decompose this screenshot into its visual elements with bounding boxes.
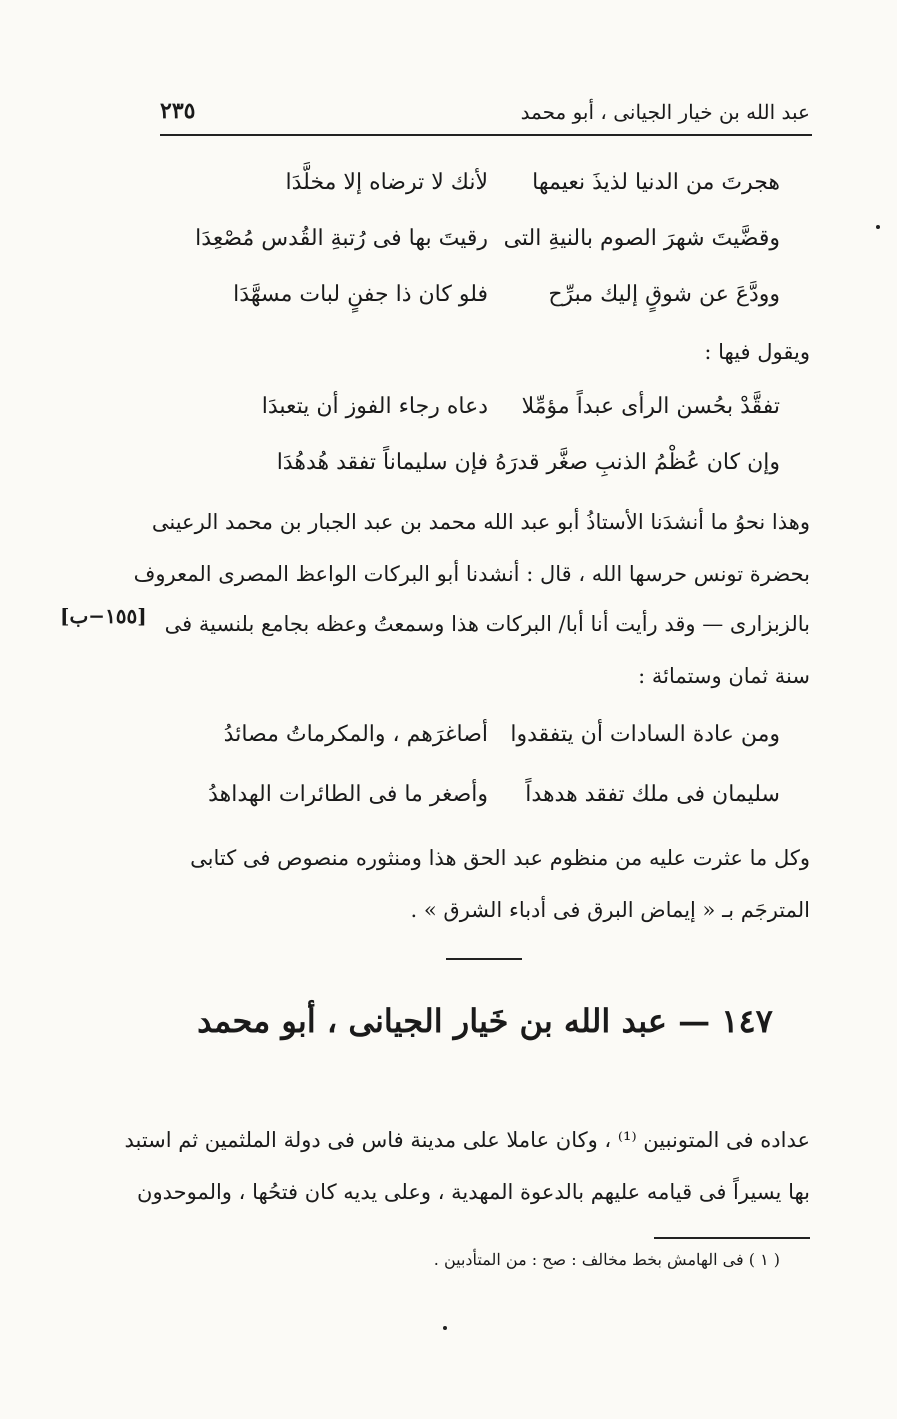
paragraph-line: وهذا نحوُ ما أنشدَنا الأستاذُ أبو عبد الله محمد بن عبد الجبار بن محمد الرعينى xyxy=(151,510,810,534)
paragraph-line: سنة ثمان وستمائة : xyxy=(638,664,810,688)
verse-line xyxy=(160,218,810,264)
verse-hemistich-first: وودَّعَ عن شوقٍ إليك مبرِّح xyxy=(548,282,780,307)
verse-hemistich-first: وإن كان عُظْمُ الذنبِ صغَّر قدرَهُ xyxy=(495,450,780,475)
header-rule xyxy=(160,134,812,136)
page-speck xyxy=(876,225,880,229)
verse-line xyxy=(160,714,810,760)
biography-heading: ١٤٧ — عبد الله بن خَيار الجيانى ، أبو محمد xyxy=(197,1002,773,1040)
verse-line xyxy=(160,442,810,488)
verse-hemistich-second: دعاه رجاء الفوز أن يتعبدَا xyxy=(261,394,488,419)
paragraph-line: عداده فى المتونبين ⁽¹⁾ ، وكان عاملا على مدينة فاس فى دولة الملثمين ثم استبد xyxy=(124,1128,810,1152)
verse-hemistich-second: رقيتَ بها فى رُتبةِ القُدس مُصْعِدَا xyxy=(195,226,488,251)
verse-hemistich-first: سليمان فى ملك تفقد هدهداً xyxy=(525,782,780,807)
footnote-rule xyxy=(654,1237,810,1239)
verse-hemistich-first: هجرتَ من الدنيا لذيذَ نعيمها xyxy=(532,170,780,195)
verse-hemistich-first: وقضَّيتَ شهرَ الصوم بالنيةِ التى xyxy=(503,226,780,251)
verse-hemistich-second: أصاغرَهم ، والمكرماتُ مصائدُ xyxy=(223,722,488,747)
verse-hemistich-second: وأصغر ما فى الطائرات الهداهدُ xyxy=(208,782,488,807)
verse-line xyxy=(160,774,810,820)
verse-hemistich-first: تفقَّدْ بحُسن الرأى عبداً مؤمِّلا xyxy=(521,394,780,419)
verse-line xyxy=(160,162,810,208)
section-divider xyxy=(446,958,522,960)
verse-hemistich-second: فلو كان ذا جفنٍ لبات مسهَّدَا xyxy=(233,282,488,307)
paragraph-line: بها يسيراً فى قيامه عليهم بالدعوة المهدية ، وعلى يديه كان فتحُها ، والموحدون xyxy=(137,1180,810,1204)
intro-line: ويقول فيها : xyxy=(704,340,810,364)
paragraph-line: المترجَم بـ « إيماض البرق فى أدباء الشرق » . xyxy=(410,898,810,922)
folio-marker: [١٥٥−ب] xyxy=(60,604,147,628)
verse-line xyxy=(160,386,810,432)
paragraph-line: بالزبزارى — وقد رأيت أنا أبا/ البركات هذا وسمعتُ وعظه بجامع بلنسية فى xyxy=(164,612,810,636)
page-number: ٢٣٥ xyxy=(160,98,196,124)
verse-hemistich-second: فإن سليماناً تفقد هُدهُدَا xyxy=(276,450,488,475)
paragraph-line: بحضرة تونس حرسها الله ، قال : أنشدنا أبو البركات الواعظ المصرى المعروف xyxy=(133,562,810,586)
verse-hemistich-first: ومن عادة السادات أن يتفقدوا xyxy=(510,722,780,747)
paragraph-line: وكل ما عثرت عليه من منظوم عبد الحق هذا ومنثوره منصوص فى كتابى xyxy=(190,846,810,870)
running-title: عبد الله بن خيار الجيانى ، أبو محمد xyxy=(520,100,810,124)
verse-line xyxy=(160,274,810,320)
footnote: ( ١ ) فى الهامش بخط مخالف : صح : من المتأدبين . xyxy=(433,1250,780,1269)
verse-hemistich-second: لأنك لا ترضاه إلا مخلَّدَا xyxy=(285,170,488,195)
page-header xyxy=(160,92,810,132)
page-speck xyxy=(443,1326,447,1330)
